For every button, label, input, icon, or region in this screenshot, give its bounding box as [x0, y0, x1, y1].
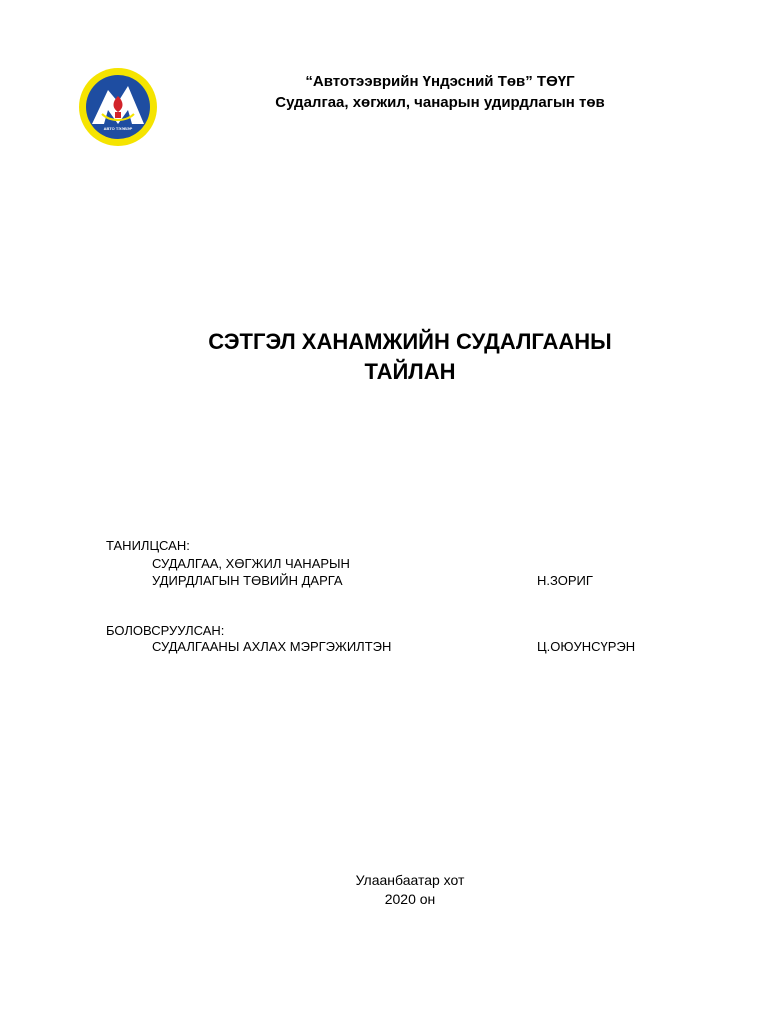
footer-year: 2020 он [384, 891, 436, 907]
report-title-line1: СЭТГЭЛ ХАНАМЖИЙН СУДАЛГААНЫ [208, 329, 612, 354]
logo-caption: АВТО ТЭЭВЭР [103, 126, 133, 131]
approved-position-line2: УДИРДЛАГЫН ТӨВИЙН ДАРГА [152, 573, 343, 588]
organization-logo [78, 66, 158, 148]
approved-label: ТАНИЛЦСАН: [106, 538, 190, 553]
report-title-line2: ТАЙЛАН [364, 359, 456, 384]
organization-name: “Автотээврийн Үндэсний Төв” ТӨҮГ [305, 73, 575, 90]
prepared-position: СУДАЛГААНЫ АХЛАХ МЭРГЭЖИЛТЭН [152, 639, 392, 654]
approved-name: Н.ЗОРИГ [537, 573, 593, 588]
department-name: Судалгаа, хөгжил, чанарын удирдлагын төв [275, 94, 605, 111]
prepared-label: БОЛОВСРУУЛСАН: [106, 623, 225, 638]
footer-city: Улаанбаатар хот [355, 872, 465, 888]
prepared-name: Ц.ОЮУНСҮРЭН [537, 639, 636, 654]
logo-emblem-icon [78, 66, 158, 148]
approved-position-line1: СУДАЛГАА, ХӨГЖИЛ ЧАНАРЫН [152, 556, 350, 571]
